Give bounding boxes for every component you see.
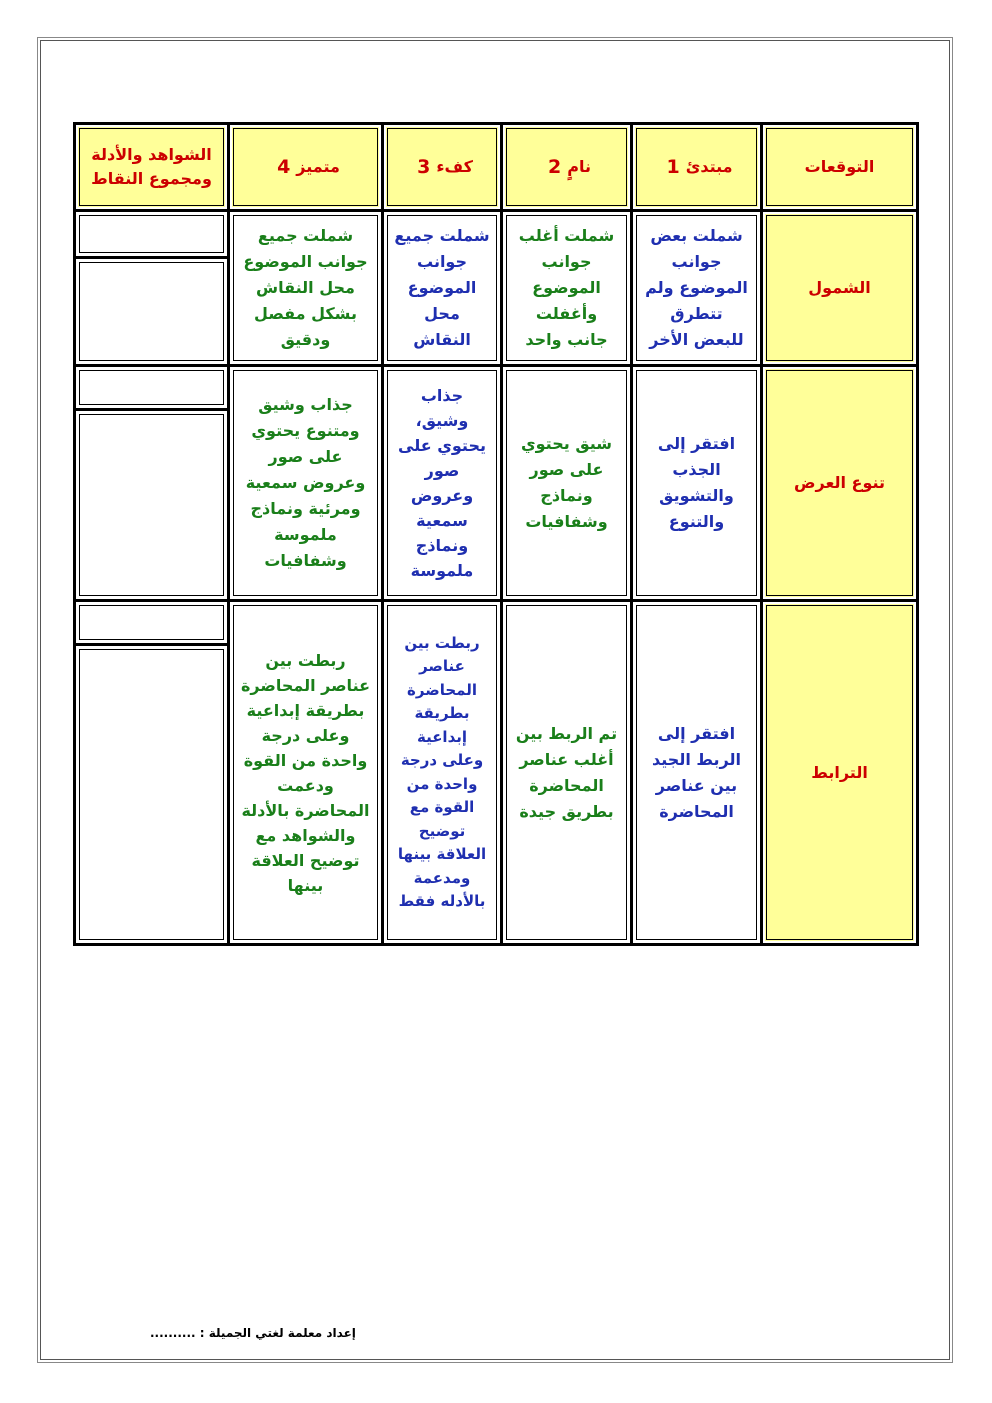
descriptor-text: جذاب وشيق ومتنوع يحتوي على صور وعروض سمعية ومرئية ونماذج ملموسة وشفافيات	[245, 395, 366, 570]
row2-evidence-notes[interactable]	[76, 411, 227, 599]
header-expectations	[763, 125, 916, 209]
descriptor-text: شملت بعض جوانب الموضوع ولم تتطرق للبعض الأخر	[645, 226, 748, 349]
level3-number: 3	[417, 156, 431, 178]
level2-number: 2	[548, 156, 562, 178]
row1-level3	[384, 212, 500, 364]
header-level3	[384, 125, 500, 209]
descriptor-text: تم الربط بين أغلب عناصر المحاضرة بطريق جيدة	[515, 723, 618, 821]
row2-level4	[230, 367, 381, 599]
level3-name: كفء	[436, 157, 473, 176]
descriptor-text: شملت جميع جوانب الموضوع محل النقاش	[394, 226, 490, 349]
descriptor-text: شملت جميع جوانب الموضوع محل النقاش بشكل مفصل ودقيق	[243, 226, 368, 349]
level1-number: 1	[666, 156, 680, 178]
row1-evidence-score[interactable]	[76, 212, 227, 256]
row1-evidence-notes[interactable]	[76, 259, 227, 364]
criterion-coherence	[763, 602, 916, 943]
row3-evidence-notes[interactable]	[76, 646, 227, 943]
criterion-label: تنوع العرض	[793, 473, 886, 492]
row2-level2	[503, 367, 630, 599]
level4-number: 4	[277, 156, 291, 178]
level2-name: نامٍ	[567, 157, 591, 176]
header-level2	[503, 125, 630, 209]
descriptor-text: شملت أغلب جوانب الموضوع وأغفلت جانب واحد	[518, 226, 615, 349]
row1-level4	[230, 212, 381, 364]
descriptor-text: ربطت بين عناصر المحاضرة بطريقة إبداعية وعلى درجة واحدة من القوة مع توضيح العلاقة بينها ومدعمة بالأدله فقط	[397, 633, 487, 910]
level1-name: مبتدئ	[685, 157, 733, 176]
row2-evidence-score[interactable]	[76, 367, 227, 408]
row3-level2	[503, 602, 630, 943]
descriptor-text: شيق يحتوي على صور ونماذج وشفافيات	[520, 434, 613, 531]
rubric-table	[73, 122, 919, 946]
header-expectations-label: التوقعات	[804, 157, 875, 176]
row3-evidence-score[interactable]	[76, 602, 227, 643]
row2-level3	[384, 367, 500, 599]
footer-credit: إعداد معلمة لغتي الجميلة : ..........	[150, 1326, 356, 1340]
criterion-label: الشمول	[808, 278, 871, 297]
row3-level1	[633, 602, 760, 943]
row2-level1	[633, 367, 760, 599]
header-level1	[633, 125, 760, 209]
header-evidence-label: الشواهد والأدلة ومجموع النقاط	[91, 145, 212, 188]
criterion-label: الترابط	[811, 762, 868, 782]
descriptor-text: افتقر إلى الربط الجيد بين عناصر المحاضرة	[652, 723, 741, 821]
header-level4	[230, 125, 381, 209]
row3-level3	[384, 602, 500, 943]
criterion-presentation-variety	[763, 367, 916, 599]
row1-level1	[633, 212, 760, 364]
header-evidence	[76, 125, 227, 209]
row1-level2	[503, 212, 630, 364]
criterion-comprehensiveness	[763, 212, 916, 364]
descriptor-text: ربطت بين عناصر المحاضرة بطريقة إبداعية وعلى درجة واحدة من القوة ودعمت المحاضرة بالأدلة والشواهد مع توضيح العلاقة بينها	[240, 650, 371, 895]
descriptor-text: جذاب وشيق، يحتوي على صور وعروض سمعية ونماذج ملموسة	[398, 386, 486, 580]
row3-level4	[230, 602, 381, 943]
descriptor-text: افتقر إلى الجذب والتشويق والتنوع	[657, 434, 736, 531]
level4-name: متميز	[296, 157, 340, 176]
